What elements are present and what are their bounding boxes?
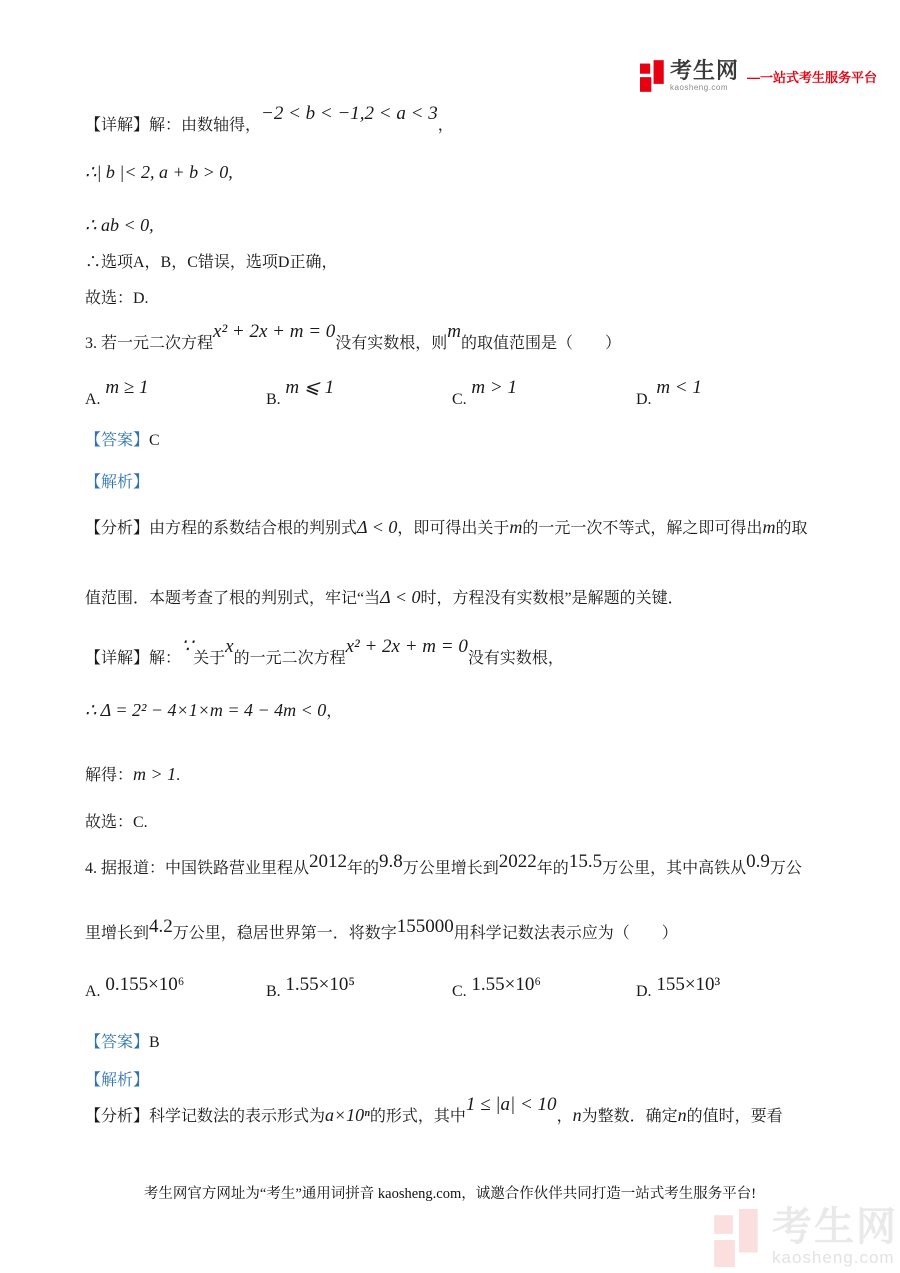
math-run-raised: −2 < b < −1,2 < a < 3 bbox=[261, 103, 438, 124]
math-run-raised: x² + 2x + m = 0 bbox=[213, 321, 336, 342]
text-run: 的形式，其中 bbox=[369, 1108, 466, 1125]
q3-analysis-label bbox=[85, 472, 149, 494]
option-letter: A. bbox=[85, 983, 101, 1000]
text-run: ， bbox=[437, 117, 454, 134]
brand-name: 考生网 bbox=[670, 58, 740, 83]
q4-option-c bbox=[452, 974, 542, 1004]
math-run-raised: m > 1 bbox=[466, 377, 517, 398]
number-run-raised: 2012 bbox=[309, 851, 348, 872]
brand-tagline: —一站式考生服务平台 bbox=[747, 69, 878, 85]
number-run-raised: 1.55×10⁵ bbox=[280, 974, 356, 995]
text-run: 年的 bbox=[536, 860, 569, 877]
q3-option-b bbox=[266, 377, 335, 412]
text-run: 【分析】由方程的系数结合根的判别式 bbox=[85, 520, 358, 537]
option-letter: C. bbox=[452, 391, 467, 408]
text-run: 故选：D. bbox=[85, 290, 149, 307]
option-letter: A. bbox=[85, 391, 101, 408]
option-letter: D. bbox=[636, 983, 652, 1000]
q3-choice bbox=[85, 812, 148, 834]
math-run: m > 1 bbox=[133, 764, 177, 784]
q4-question-2 bbox=[85, 916, 678, 946]
kaosheng-watermark-icon bbox=[712, 1209, 764, 1267]
math-run-raised: m < 1 bbox=[651, 377, 702, 398]
text-run: ∴选项A，B，C错误，选项D正确， bbox=[85, 254, 338, 271]
q3-question bbox=[85, 321, 622, 356]
text-run: ， bbox=[326, 703, 343, 720]
q3-detail-1 bbox=[85, 636, 564, 671]
q3-option-a bbox=[85, 377, 149, 412]
text-run: . bbox=[176, 767, 181, 784]
q4-option-a bbox=[85, 974, 185, 1004]
math-run-raised: m bbox=[447, 321, 462, 342]
math-run: m bbox=[509, 517, 523, 537]
text-run: 【分析】科学记数法的表示形式为 bbox=[85, 1108, 326, 1125]
q2-choice bbox=[85, 288, 149, 310]
text-run: ，即可得出关于 bbox=[397, 520, 510, 537]
text-run: 没有实数根， bbox=[467, 650, 564, 667]
section-label: 【解析】 bbox=[85, 1072, 150, 1089]
math-run: Δ < 0 bbox=[357, 517, 398, 537]
text-run: 为整数．确定 bbox=[581, 1108, 678, 1125]
q4-analysis-label bbox=[85, 1070, 149, 1092]
number-run-raised: 15.5 bbox=[568, 851, 603, 872]
text-run: 【详解】解： bbox=[85, 650, 182, 667]
text-run: 3. 若一元二次方程 bbox=[85, 335, 214, 352]
kaosheng-logo bbox=[640, 60, 877, 92]
text-run: 里增长到 bbox=[85, 925, 150, 942]
math-run: Δ < 0 bbox=[380, 587, 421, 607]
math-run-raised: 1 ≤ |a| < 10 bbox=[465, 1094, 557, 1115]
footer-text: 考生网官方网址为“考生”通用词拼音 kaosheng.com，诚邀合作伙伴共同打造一站式考生服务平台! bbox=[143, 1186, 757, 1202]
watermark-text bbox=[772, 1207, 898, 1266]
q4-answer bbox=[85, 1032, 160, 1054]
number-run-raised: 155×10³ bbox=[651, 974, 721, 995]
section-label: 【答案】 bbox=[85, 1034, 150, 1051]
text-run: 解得： bbox=[85, 767, 134, 784]
math-run: ∴ ab < 0, bbox=[85, 215, 154, 235]
q4-option-b bbox=[266, 974, 356, 1004]
number-run-raised: 2022 bbox=[498, 851, 537, 872]
text-run: ， bbox=[556, 1108, 573, 1125]
kaosheng-watermark bbox=[712, 1207, 898, 1267]
text-run: 万公里，其中高铁从 bbox=[602, 860, 747, 877]
option-letter: D. bbox=[636, 391, 652, 408]
q4-analysis-1 bbox=[85, 1094, 783, 1129]
text-run: 故选：C. bbox=[85, 814, 148, 831]
number-run-raised: 1.55×10⁶ bbox=[466, 974, 542, 995]
text-run: 年的 bbox=[347, 860, 380, 877]
brand-domain: kaosheng.com bbox=[670, 83, 729, 92]
number-run-raised: 0.9 bbox=[746, 851, 770, 872]
q2-detail-intro bbox=[85, 103, 454, 138]
text-run: 的一元一次不等式，解之即可得出 bbox=[522, 520, 763, 537]
text-run: 万公里增长到 bbox=[402, 860, 499, 877]
text-run: B bbox=[149, 1034, 160, 1051]
section-label: 【答案】 bbox=[85, 432, 150, 449]
text-run: 时，方程没有实数根”是解题的关键． bbox=[420, 590, 684, 607]
math-run-raised: m ≥ 1 bbox=[100, 377, 149, 398]
text-run: 的一元二次方程 bbox=[233, 650, 346, 667]
section-label: 【解析】 bbox=[85, 474, 150, 491]
math-run-raised: x² + 2x + m = 0 bbox=[345, 636, 468, 657]
q3-option-d bbox=[636, 377, 702, 412]
option-letter: C. bbox=[452, 983, 467, 1000]
text-run: 的值时，要看 bbox=[686, 1108, 783, 1125]
q3-option-c bbox=[452, 377, 517, 412]
q3-analysis-2 bbox=[85, 585, 684, 610]
kaosheng-logo-text bbox=[670, 60, 739, 92]
number-run-raised: 0.155×10⁶ bbox=[100, 974, 185, 995]
text-run: 值范围．本题考查了根的判别式，牢记“当 bbox=[85, 590, 381, 607]
q4-option-d bbox=[636, 974, 721, 1004]
math-run-raised: ∵ bbox=[181, 636, 194, 657]
math-run: n bbox=[572, 1105, 582, 1125]
q3-solve bbox=[85, 762, 180, 787]
math-run: a×10ⁿ bbox=[325, 1105, 370, 1125]
q2-step-2 bbox=[85, 213, 154, 238]
number-run-raised: 9.8 bbox=[379, 851, 403, 872]
text-run: 关于 bbox=[193, 650, 226, 667]
text-run: 用科学记数法表示应为（ ） bbox=[453, 925, 678, 942]
text-run: 的取 bbox=[775, 520, 808, 537]
text-run: 4. 据报道：中国铁路营业里程从 bbox=[85, 860, 310, 877]
math-run: ∴| b |< 2, a + b > 0, bbox=[85, 162, 233, 182]
q2-step-1 bbox=[85, 160, 233, 185]
q3-answer bbox=[85, 430, 160, 452]
option-letter: B. bbox=[266, 983, 281, 1000]
math-run-raised: m ⩽ 1 bbox=[280, 377, 335, 398]
math-run: ∴ Δ = 2² − 4×1×m = 4 − 4m < 0 bbox=[85, 700, 327, 720]
q3-analysis-1 bbox=[85, 515, 807, 540]
number-run-raised: 4.2 bbox=[149, 916, 173, 937]
number-run-raised: 155000 bbox=[396, 916, 454, 937]
kaosheng-logo-icon bbox=[640, 60, 666, 92]
math-run-raised: x bbox=[225, 636, 234, 657]
q4-question-1 bbox=[85, 851, 802, 881]
watermark-brand-name: 考生网 bbox=[772, 1205, 898, 1249]
text-run: 万公里，稳居世界第一．将数字 bbox=[172, 925, 397, 942]
q3-detail-2 bbox=[85, 698, 342, 723]
math-run: m bbox=[762, 517, 776, 537]
option-letter: B. bbox=[266, 391, 281, 408]
q2-conclusion bbox=[85, 252, 337, 274]
text-run: 的取值范围是（ ） bbox=[461, 335, 622, 352]
text-run: C bbox=[149, 432, 160, 449]
watermark-brand-domain: kaosheng.com bbox=[772, 1248, 895, 1267]
math-run: n bbox=[677, 1105, 687, 1125]
text-run: 【详解】解：由数轴得， bbox=[85, 117, 262, 134]
text-run: 万公 bbox=[769, 860, 802, 877]
text-run: 没有实数根，则 bbox=[335, 335, 448, 352]
